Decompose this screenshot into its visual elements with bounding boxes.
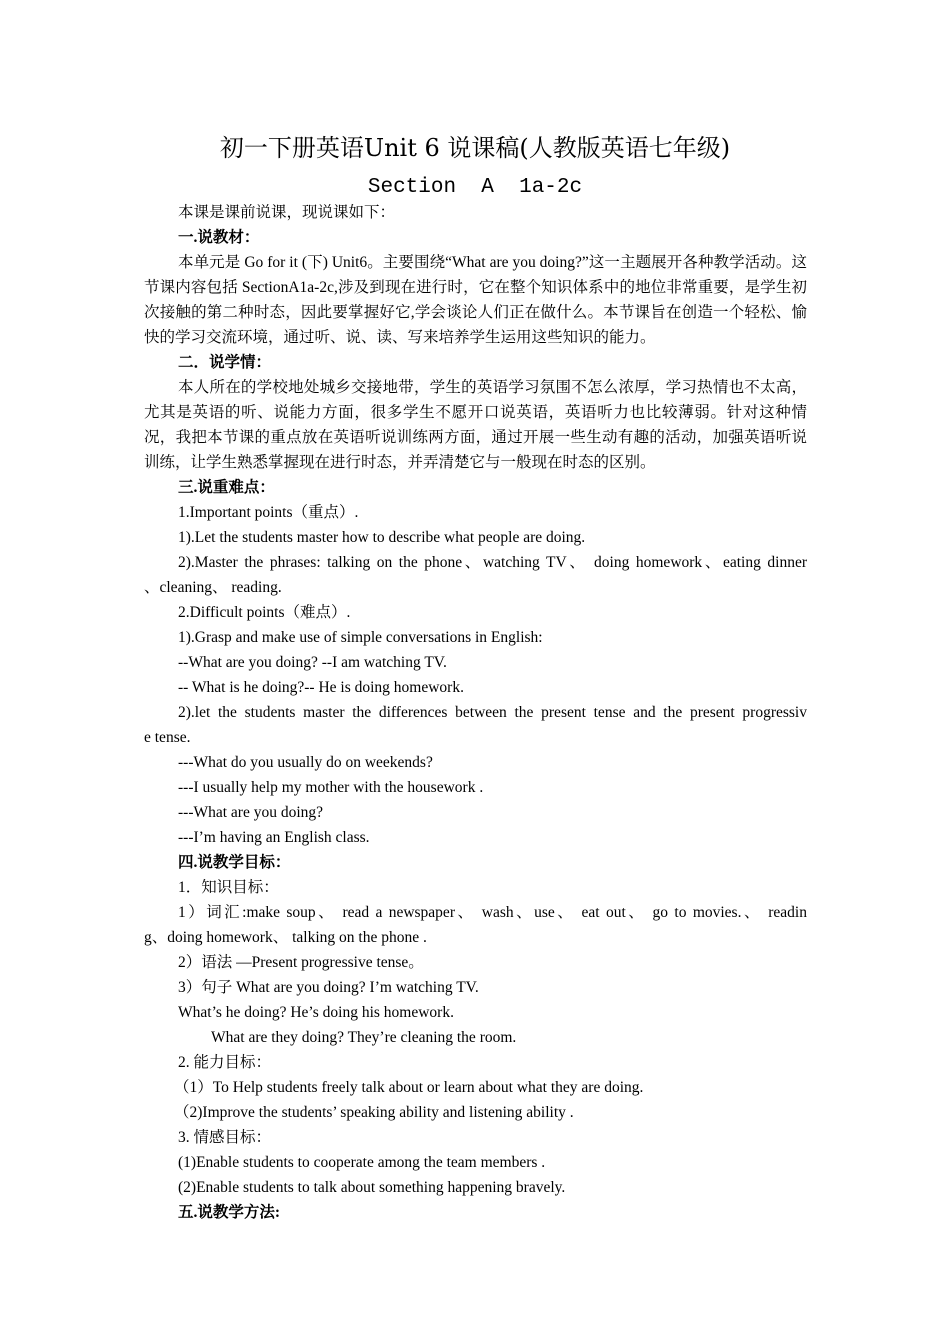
sentence-line-1: 3）句子 What are you doing? I’m watching TV. [178, 979, 479, 996]
section-heading-objectives: 四.说教学目标： [178, 854, 291, 871]
sentence-line-3: What are they doing? They’re cleaning the room. [211, 1029, 517, 1046]
difficult-point-2-line2: e tense. [144, 729, 191, 746]
knowledge-objectives-label: 1．知识目标： [178, 879, 279, 896]
important-point-1: 1).Let the students master how to describe what people are doing. [178, 529, 586, 546]
section-heading-key-points: 三.说重难点： [178, 479, 275, 496]
difficult-point-2-example-c: ---What are you doing? [178, 804, 324, 821]
emotion-objective-1: (1)Enable students to cooperate among the team members . [178, 1154, 546, 1171]
difficult-point-2-example-d: ---I’m having an English class. [178, 829, 370, 846]
ability-objectives-label: 2. 能力目标： [178, 1054, 272, 1071]
document-title: 初一下册英语Unit 6 说课稿(人教版英语七年级) [219, 134, 731, 162]
difficult-point-1-example-b: -- What is he doing?-- He is doing homework. [178, 679, 464, 696]
document-body [144, 200, 807, 1225]
emotion-objective-2: (2)Enable students to talk about something happening bravely. [178, 1179, 566, 1196]
vocabulary-line2: g、doing homework、 talking on the phone . [144, 929, 427, 946]
section-heading-students: 二．说学情： [178, 354, 272, 371]
sentence-line-2: What’s he doing? He’s doing his homework. [178, 1004, 454, 1021]
materials-paragraph: 本单元是 Go for it (下) Unit6。主要围绕“What are you doing?”这一主题展开各种教学活动。这节课内容包括 SectionA1a-2c,涉及到现在进行时，它在整个知识体系中的地位非常重要，是学生初次接触的第二种时态，因此要掌握好它,学会谈论人们正在做什么。本节课旨在创造一个轻松、愉快的学习交流环境，通过听、说、读、写来培养学生运用这些知识的能力。 [144, 254, 807, 346]
difficult-point-2-example-a: ---What do you usually do on weekends? [178, 754, 433, 771]
difficult-point-1: 1).Grasp and make use of simple conversations in English: [178, 629, 543, 646]
intro-text: 本课是课前说课，现说课如下： [178, 204, 396, 221]
section-heading-methods: 五.说教学方法: [178, 1204, 281, 1221]
difficult-point-2-line1: 2).let the students master the differences between the present tense and the present progressiv [178, 704, 807, 721]
students-paragraph: 本人所在的学校地处城乡交接地带，学生的英语学习氛围不怎么浓厚，学习热情也不太高，尤其是英语的听、说能力方面，很多学生不愿开口说英语，英语听力也比较薄弱。针对这种情况，我把本节课的重点放在英语听说训练两方面，通过开展一些生动有趣的活动，加强英语听说训练，让学生熟悉掌握现在进行时态，并弄清楚它与一般现在时态的区别。 [144, 379, 807, 471]
important-point-2-line2: 、cleaning、 reading. [144, 579, 282, 596]
important-point-2-line1: 2).Master the phrases: talking on the phone、watching TV、 doing homework、eating dinner [178, 554, 807, 571]
grammar-line: 2）语法 —Present progressive tense。 [178, 954, 424, 971]
emotion-objectives-label: 3. 情感目标： [178, 1129, 272, 1146]
ability-objective-1: （1）To Help students freely talk about or learn about what they are doing. [174, 1079, 644, 1096]
difficult-point-2-example-b: ---I usually help my mother with the housework . [178, 779, 484, 796]
ability-objective-2: （2)Improve the students’ speaking ability and listening ability . [174, 1104, 574, 1121]
vocabulary-line1: 1）词汇:make soup、 read a newspaper、 wash、use、 eat out、 go to movies.、 readin [178, 904, 807, 921]
document-subtitle: Section A 1a-2c [367, 176, 583, 199]
important-points-label: 1.Important points（重点）. [178, 504, 359, 521]
difficult-point-1-example-a: --What are you doing? --I am watching TV. [178, 654, 447, 671]
difficult-points-label: 2.Difficult points（难点）. [178, 604, 351, 621]
section-heading-materials: 一.说教材： [178, 229, 260, 246]
